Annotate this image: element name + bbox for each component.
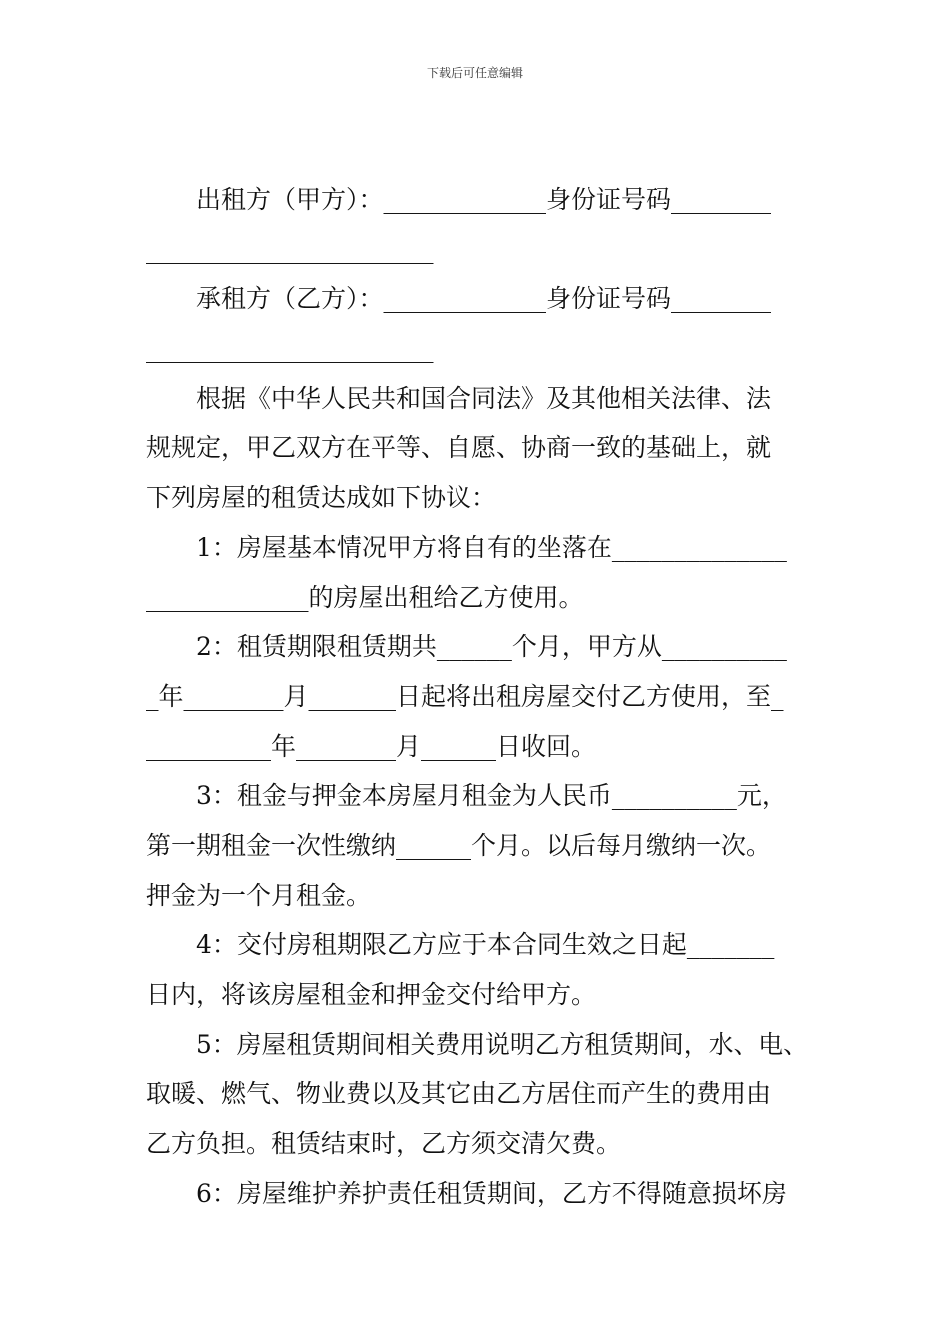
preamble-line-2: 规规定，甲乙双方在平等、自愿、协商一致的基础上，就	[146, 433, 772, 463]
clause-5-line-2: 取暖、燃气、物业费以及其它由乙方居住而产生的费用由	[146, 1079, 772, 1109]
clause-4-line-1: 4：交付房租期限乙方应于本合同生效之日起_______	[196, 930, 775, 960]
lessor-line-cont: _______________________	[146, 234, 434, 264]
preamble-line-1: 根据《中华人民共和国合同法》及其他相关法律、法	[196, 383, 772, 413]
clause-5-line-3: 乙方负担。租赁结束时，乙方须交清欠费。	[146, 1129, 622, 1159]
clause-1-line-2: _____________的房屋出租给乙方使用。	[146, 582, 584, 612]
clause-3-line-3: 押金为一个月租金。	[146, 880, 372, 910]
preamble-line-3: 下列房屋的租赁达成如下协议：	[146, 483, 497, 513]
lessee-line-cont: _______________________	[146, 334, 434, 364]
clause-4-line-2: 日内，将该房屋租金和押金交付给甲方。	[146, 980, 597, 1009]
clause-2-line-3: __________年________月______日收回。	[146, 731, 597, 761]
contract-body	[146, 175, 808, 1218]
clause-5-line-1: 5：房屋租赁期间相关费用说明乙方租赁期间，水、电、	[196, 1029, 808, 1059]
clause-6-line-1: 6：房屋维护养护责任租赁期间，乙方不得随意损坏房	[196, 1178, 787, 1208]
clause-2-line-1: 2：租赁期限租赁期共______个月，甲方从__________	[196, 632, 787, 662]
lessee-line: 承租方（乙方）：_____________身份证号码________	[196, 284, 772, 314]
clause-3-line-1: 3：租金与押金本房屋月租金为人民币__________元，	[196, 781, 787, 811]
page-header-note: 下载后可任意编辑	[426, 66, 523, 80]
clause-3-line-2: 第一期租金一次性缴纳______个月。以后每月缴纳一次。	[146, 830, 772, 860]
clause-2-line-2: _年________月_______日起将出租房屋交付乙方使用，至_	[146, 681, 784, 711]
lessor-line: 出租方（甲方）：_____________身份证号码________	[196, 185, 772, 214]
clause-1-line-1: 1：房屋基本情况甲方将自有的坐落在______________	[196, 532, 787, 562]
